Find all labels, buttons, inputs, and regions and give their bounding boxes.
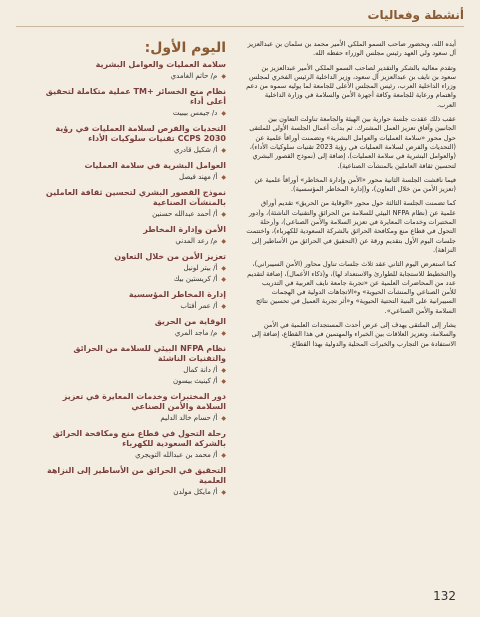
topic-speaker: أ/ مايكل مولدن <box>173 488 218 496</box>
article-paragraph: فيما ناقشت الجلسة الثانية محور «الأمن وإدارة المخاطر» أوراقاً علمية عن (تعزيز الأمن من خلال التعاون)، و(إدارة المخاطر المؤسسية). <box>254 175 456 194</box>
topic-speaker: م/ رعد المدني <box>175 237 218 245</box>
agenda-topic <box>36 429 226 460</box>
agenda-topic <box>36 188 226 219</box>
topic-title: نظام NFPA البيئي للسلامة من الحرائق والتقنيات الناشئة <box>73 344 226 363</box>
topic-title: الوقاية من الحريق <box>154 317 226 326</box>
diamond-bullet-icon: ◆ <box>221 147 226 154</box>
agenda-topic <box>36 275 226 284</box>
topic-speaker-row <box>36 377 226 386</box>
diamond-bullet-icon: ◆ <box>221 367 226 374</box>
agenda-topic <box>36 60 226 81</box>
topic-speaker: أ/ كريستين بيك <box>173 275 218 283</box>
topic-speaker-row <box>36 451 226 460</box>
topic-speaker: أ/ دانة كمال <box>183 366 218 374</box>
topic-title: الأمن وإدارة المخاطر <box>143 225 226 234</box>
agenda-topic <box>36 161 226 182</box>
topic-title: دور المختبرات وخدمات المعايرة في تعزيز السلامة والأمن الصناعي <box>62 392 226 411</box>
topic-title: إدارة المخاطر المؤسسية <box>128 290 226 299</box>
agenda-topic <box>36 466 226 497</box>
agenda-topic <box>36 344 226 375</box>
section-header: أنشطة وفعاليات <box>367 8 464 22</box>
topic-speaker: أ/ كينيث بيسون <box>173 377 218 385</box>
topic-speaker: أ/ بيتر لونيل <box>183 264 218 272</box>
agenda-topic <box>36 87 226 118</box>
agenda-topic <box>36 377 226 386</box>
topic-speaker: م/ حاتم الغامدي <box>170 72 218 80</box>
topic-speaker-row <box>36 329 226 338</box>
topic-speaker: أ/ حسام خالد الدليم <box>160 414 218 422</box>
topic-title: تعزيز الأمن من خلال التعاون <box>114 252 226 261</box>
topic-speaker-row <box>36 146 226 155</box>
article-body <box>246 40 456 354</box>
topic-speaker: أ/ مهند فيصل <box>179 173 218 181</box>
topic-speaker-row <box>36 366 226 375</box>
topic-speaker-row <box>36 264 226 273</box>
topic-speaker-row <box>36 488 226 497</box>
agenda-topic <box>36 252 226 273</box>
topic-speaker: د/ جيمس بيبيت <box>172 109 218 117</box>
topic-speaker-row <box>36 109 226 118</box>
agenda-title: اليوم الأول: <box>144 40 226 56</box>
diamond-bullet-icon: ◆ <box>221 174 226 181</box>
topic-title: رحلة التحول في قطاع منع ومكافحة الحرائق بالشركة السعودية للكهرباء <box>52 429 226 448</box>
topic-title: التحقيق في الحرائق من الأساطير إلى النزاهة العلمية <box>47 466 226 485</box>
diamond-bullet-icon: ◆ <box>221 303 226 310</box>
topic-speaker-row <box>36 210 226 219</box>
topic-title: التحديات والفرص لسلامة العمليات في رؤية CCPS 2030 تقنيات سلوكيات الأداء <box>55 124 226 143</box>
topic-speaker-row <box>36 173 226 182</box>
diamond-bullet-icon: ◆ <box>221 265 226 272</box>
diamond-bullet-icon: ◆ <box>221 238 226 245</box>
diamond-bullet-icon: ◆ <box>221 110 226 117</box>
agenda-topic <box>36 317 226 338</box>
topic-speaker-row <box>36 275 226 284</box>
diamond-bullet-icon: ◆ <box>221 489 226 496</box>
topic-title: نظام منع الخسائر +TM عملية متكاملة لتحقيق أعلى أداء <box>45 87 226 106</box>
topic-speaker: أ/ عمر أفتاب <box>180 302 218 310</box>
agenda-topic <box>36 290 226 311</box>
diamond-bullet-icon: ◆ <box>221 378 226 385</box>
topic-speaker-row <box>36 237 226 246</box>
article-paragraph: يشار إلى الملتقى يهدف إلى عرض أحدث المستجدات العلمية في الأمن والسلامة، وتعزيز العلاقات بين الخبراء والمهتمين في هذا القطاع، إضافة إلى الاستفادة من التجارب والخبرات المحلية والدولية بهذا القطاع. <box>251 321 456 348</box>
article-paragraph: كما تضمنت الجلسة الثالثة حول محور «الوقاية من الحريق» تقديم أوراق علمية عن (نظام NFPA البيئي للسلامة من الحرائق والتقنيات الناشئة)، و(دور المختبرات وخدمات المعايرة في تعزيز السلامة والأمن الصناعي)، و(رحلة التحول في قطاع منع ومكافحة الحرائق بالشركة السعودية للكهرباء)، واختتمت جلسات اليوم الأول بتقديم ورقة عن (التحقيق في الحرائق من الأساطير إلى النزاهة). <box>246 199 456 254</box>
topic-speaker-row <box>36 302 226 311</box>
diamond-bullet-icon: ◆ <box>221 452 226 459</box>
topic-speaker-row <box>36 72 226 81</box>
topic-speaker: أ/ أحمد عبدالله حسنين <box>152 210 218 218</box>
topic-speaker: م/ ماجد المري <box>174 329 218 337</box>
topic-speaker: أ/ شكيل قادري <box>174 146 218 154</box>
diamond-bullet-icon: ◆ <box>221 211 226 218</box>
diamond-bullet-icon: ◆ <box>221 276 226 283</box>
article-paragraph: وتقدم معاليه بالشكر والتقدير لصاحب السمو الملكي الأمير عبدالعزيز بن سعود بن نايف بن عبدالعزيز آل سعود، وزير الداخلية الرئيس الفخري لمجلس وزراء الداخلية العرب، رئيس المجلس الأعلى للجامعة لما يوليه سموه من دعم واهتمام ورعاية للجامعة وكافة أجهزة الأمن والسلامة في وزارة الداخلية العرب. <box>246 63 456 109</box>
topic-title: سلامة العمليات والعوامل البشرية <box>95 60 226 69</box>
article-paragraph: أيده الله، وبحضور صاحب السمو الملكي الأمير محمد بن سلمان بن عبدالعزيز آل سعود ولي العهد رئيس مجلس الوزراء حفظه الله. <box>247 40 456 58</box>
topic-title: نموذج القصور البشري لتحسين ثقافة العاملين بالمنشآت الصناعية <box>45 188 226 207</box>
agenda-topic <box>36 392 226 423</box>
page-number: 132 <box>433 589 456 603</box>
agenda-topic <box>36 225 226 246</box>
diamond-bullet-icon: ◆ <box>221 415 226 422</box>
topic-speaker-row <box>36 414 226 423</box>
agenda-topic <box>36 124 226 155</box>
article-paragraph: كما استعرض اليوم الثاني عقد ثلاث جلسات تناول محاور (الأمن السيبراني)، و(التخطيط للاستجابة للطوارئ والاستعداد لها)، و(ذكاء الأعمال)، إضافة لتقديم عدد من المحاضرات العلمية عن «تجربة جامعة نايف العربية في التدريب للأمن الصناعي والمنشآت الحيوية» و«الاتجاهات الدولية في الهجمات السيبرانية على البنية التحتية الحيوية» و«أثر تجربة العميل في تحسين نتائج السلامة والأمن الصناعي». <box>247 260 456 315</box>
topic-title: العوامل البشرية في سلامة العمليات <box>84 161 226 170</box>
header-divider <box>16 26 464 27</box>
article-paragraph: عقب ذلك عقدت جلسة حوارية بين الهيئة والجامعة تناولت التعاون بين الجانبين وآفاق تعزيز العمل المشترك. ثم بدأت أعمال الجلسة الأولى للملتقى حول محور «سلامة العمليات والعوامل البشرية» وتضمنت أوراقاً علمية عن (التحديات والفرص لسلامة العمليات في رؤية 2023 تقنيات سلوكيات الأداء)، (والعوامل البشرية في سلامة العمليات)، إضافة إلى (نموذج القصور البشري لتحسين ثقافة العاملين بالمنشآت الصناعية). <box>249 115 456 170</box>
topic-speaker: أ/ محمد بن عبدالله التويجري <box>135 451 218 459</box>
agenda-panel <box>36 40 226 503</box>
diamond-bullet-icon: ◆ <box>221 73 226 80</box>
diamond-bullet-icon: ◆ <box>221 330 226 337</box>
